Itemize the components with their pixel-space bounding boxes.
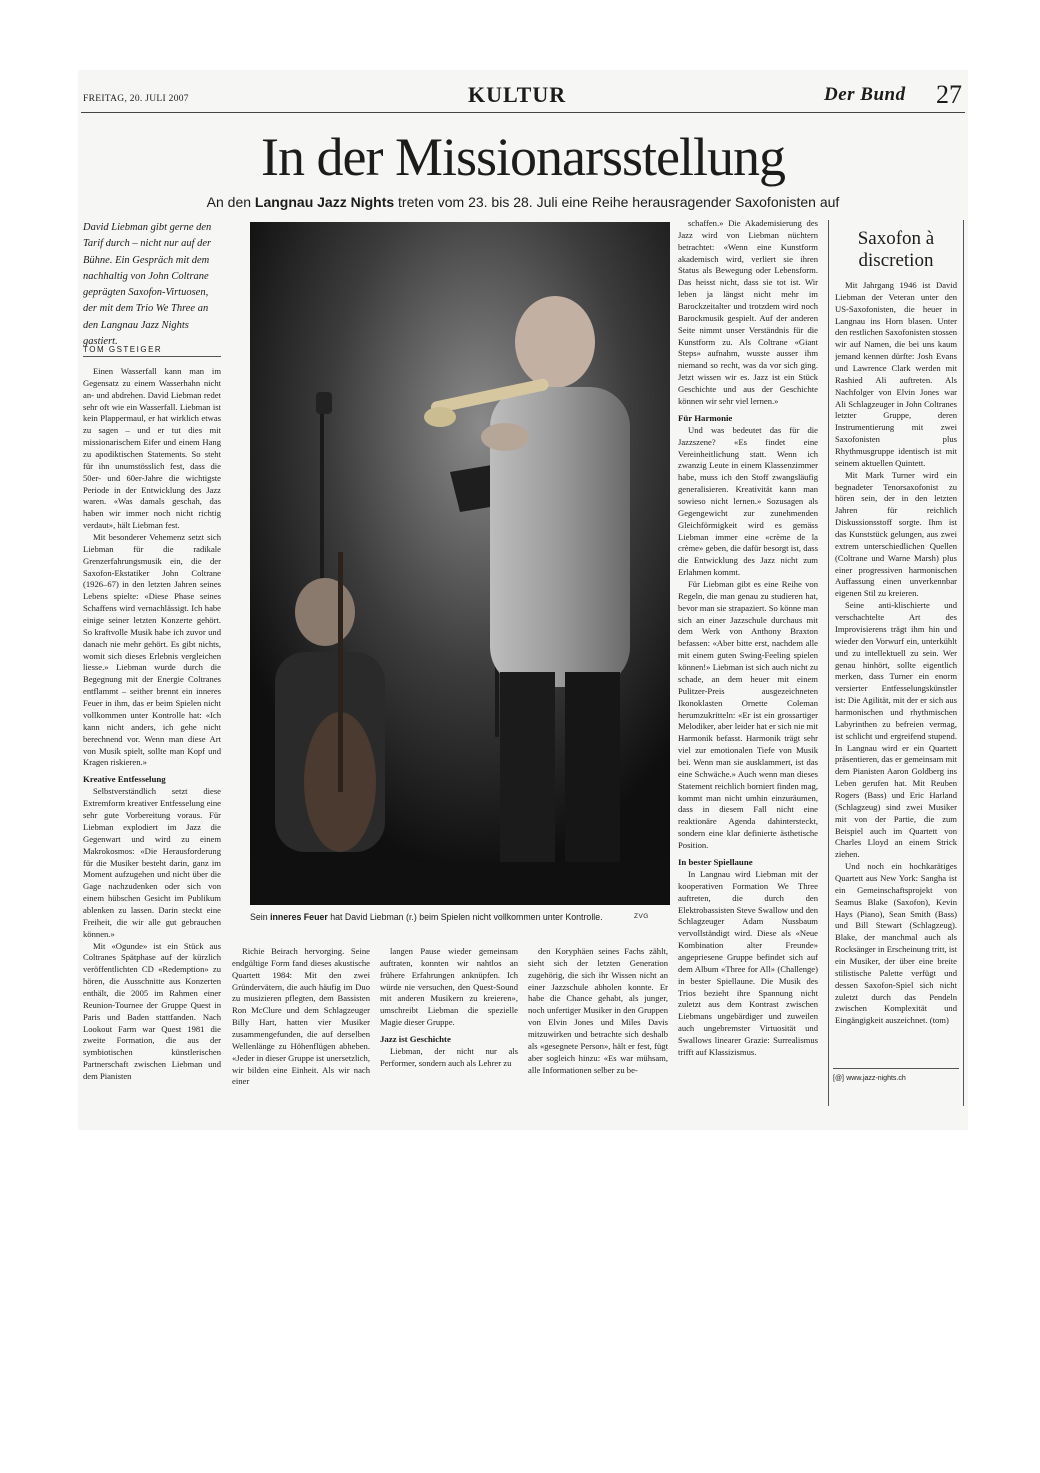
headline: In der Missionarsstellung bbox=[261, 127, 785, 187]
newspaper-page bbox=[78, 70, 968, 1130]
paragraph: Selbstverständlich setzt diese Extremform kreativer Entfesselung eine sehr gute Vorbereitung voraus. Für Liebman explodiert im Jazz die Gegenwart und wird zu einem Makrokosmos: «Die Herausforderung für die Musiker besteht darin, ganz im Moment aufzugehen und nicht über die Gage nachzudenken oder sich von einem hübschen Gesicht im Publikum ablenken zu lassen. Darin steckt eine Freiheit, die wir alle gut gebrauchen können.» bbox=[83, 786, 221, 939]
deck bbox=[78, 194, 968, 210]
subheading: Kreative Entfesselung bbox=[83, 774, 166, 785]
website-url[interactable]: www.jazz-nights.ch bbox=[846, 1075, 906, 1082]
paragraph: schaffen.» Die Akademisierung des Jazz wird von Liebman nüchtern betrachtet: «Wenn eine Kunstform akademisch wird, verliert sie ihren Status als Bewegung oder Lebensform. Das heisst nicht, dass sie tot ist. Wir leben ja längst nicht mehr im Barockzeitalter und trotzdem wird noch Barockmusik gespielt. Auf der anderen Seite nimmt unser Verständnis für die Kunstform zu. Als Coltrane «Giant Steps» aufnahm, wusste ausser ihm niemand so recht, was da vor sich ging. Jetzt wissen wir es. Jazz ist ein Stück Geschichte und aus der Geschichte können wir sehr viel lernen.» bbox=[678, 218, 818, 406]
caption-before: Sein bbox=[250, 912, 268, 922]
deck-highlight: Langnau Jazz Nights bbox=[254, 194, 395, 210]
article-column-3 bbox=[380, 946, 518, 1126]
paragraph: Richie Beirach hervorging. Seine endgültige Form fand dieses akustische Quartett 1984: Mit den zwei Gründervätern, die auch häufig im Duo zu musizieren pflegten, dem Bassisten Ron McClure und dem Schlagzeuger Billy Hart, hatten vier Musiker zusammengefunden, die auf derselben Wellenlänge zu Höhenflügen abheben. «Jeder in dieser Gruppe ist unersetzlich, wir bilden eine Einheit. Als wir nach einer bbox=[232, 946, 370, 1087]
paragraph: den Koryphäen seines Fachs zählt, sieht sich der letzten Generation zugehörig, die sich ihr Wissen nicht an einer Jazzschule abholen konnte. Er habe die Chance gehabt, als junger, noch unfertiger Musiker in den Gruppen von Elvin Jones und Miles Davis mitzuwirken und betrachte sich deshalb als «gesegnete Person», hält er fest, fügt aber sogleich hinzu: «Es war mühsam, alle Informationen selber zu be- bbox=[528, 946, 668, 1075]
paragraph: Für Liebman gibt es eine Reihe von Regeln, die man genau zu studieren hat, bevor man sie strapaziert. So könne man sich an einer Jazzschule durchaus mit dem Werk von Anthony Braxton befassen: «Aber bitte erst, nachdem alle mit einem guten Swing-Feeling spielen können!» Liebman ist sich auch nicht zu schade, an dem heuer mit einem Pulitzer-Preis ausgezeichneten Ikonoklasten Ornette Coleman herumzukritteln: «Er ist ein grossartiger Melodiker, aber leider hat er sich nie mit Harmonik befasst. Harmonik trägt sehr viel zur emotionalen Tiefe von Musik bei. Wenn man sie ausklammert, ist das eine Schwäche.» Auch wenn man dieses Statement reichlich borniert finden mag, kommt man nicht umhin einzuräumen, dass in diesem Fall nicht eine reaktionäre Agenda dahintersteckt, sondern eine klar definierte ästhetische Position. bbox=[678, 579, 818, 850]
article-column-1 bbox=[83, 366, 221, 1126]
paragraph: In Langnau wird Liebman mit der kooperativen Formation We Three auftreten, die durch den Elektrobassisten Steve Swallow und den Schlagzeuger Adam Nussbaum vervollständigt wird. Diese als «Neue Kombination alter Freunde» angepriesene Gruppe befindet sich auf dem Album «Three for All» (Challenge) in bester Spiellaune. Die Musik des Trios bezieht ihre Spannung nicht zuletzt aus dem Kontrast zwischen Liebmans ungebärdiger und zuweilen auch ungebremster Virtuosität und Swallows linearer Grazie: Surrealismus trifft auf Klassizismus. bbox=[678, 868, 818, 1057]
masthead bbox=[78, 80, 968, 112]
deck-after: treten vom 23. bis 28. Juli eine Reihe herausragender Saxofonisten auf bbox=[398, 194, 840, 210]
lead-text: David Liebman gibt gerne den Tarif durch – nicht nur auf der Bühne. Ein Gespräch mit dem nachhaltig von John Coltrane geprägten Saxofon-Virtuosen, der mit dem Trio We Three an den Langnau Jazz Nights gastiert. bbox=[83, 222, 212, 347]
paragraph: Einen Wasserfall kann man im Gegensatz zu einem Wasserhahn nicht an- und abdrehen. David Liebman redet sehr oft wie ein Wasserfall. Liebman ist kein Plappermaul, er hat wirklich etwas zu sagen – und er tut dies mit missionarischem Eifer und einem Hang zu apodiktischen Statements. So steht für ihn unumstösslich fest, dass die 50er- und 60er-Jahre die wichtigste Periode in der Entwicklung des Jazz waren. «Was damals geschah, das haben wir immer noch nicht richtig verdaut», hält Liebman fest. bbox=[83, 366, 221, 531]
paragraph: Mit Mark Turner wird ein begnadeter Tenorsaxofonist zu hören sein, der in den letzten Jahren für reichlich Diskussionsstoff sorgte. Ihm ist das Kunststück gelungen, aus zwei extrem unterschiedlichen Quellen (Coltrane und Warne Marsh) plus einer progressiven harmonischen Auffassung einen unverkennbar eigenen Stil zu kreieren. bbox=[835, 469, 957, 599]
paragraph: Mit «Ogunde» ist ein Stück aus Coltranes Spätphase auf der kürzlich veröffentlichten CD «Redemption» zu hören, die Ausschnitte aus Konzerten enthält, die 2005 im Rahmen einer Reunion-Tournee der Gruppe Quest in Paris und Baden stattfanden. Nach Lookout Farm war Quest 1981 die zweite Formation, die aus der symbiotischen künstlerischen Partnerschaft zwischen Liebman und dem Pianisten bbox=[83, 940, 221, 1081]
paragraph: Und noch ein hochkarätiges Quartett aus New York: Sangha ist ein Gemeinschaftsprojekt von Seamus Blake (Saxofon), Kevin Hays (Piano), Sean Smith (Bass) und Bill Stewart (Schlagzeug). Blake, der manchmal auch als Rocksänger in Erscheinung tritt, ist ein Musiker, der über eine breite stilistische Palette verfügt und dessen Saxofon-Spiel sich nicht zuletzt durch das Pendeln zwischen Komplexität und Eingängigkeit auszeichnet. (tom) bbox=[835, 861, 957, 1026]
photo-credit: ZVG bbox=[634, 913, 649, 920]
paragraph: Mit Jahrgang 1946 ist David Liebman der Veteran unter den US-Saxofonisten, die heuer in Langnau ins Horn blasen. Unter den restlichen Saxofonisten stossen wir auf Namen, die bei uns kaum jemand kennen dürfte: Josh Evans und Lawrence Clark werden mit Rashied Ali auftreten. Als Nachfolger von Elvin Jones war Ali Schlagzeuger in John Coltranes letzter Gruppe, deren Instrumentierung mit zwei Saxofonisten plus Rhythmusgruppe identisch ist mit seinem aktuellen Quintett. bbox=[835, 280, 957, 468]
issue-date: FREITAG, 20. JULI 2007 bbox=[83, 94, 189, 104]
subheading: Jazz ist Geschichte bbox=[380, 1034, 451, 1045]
photo-caption bbox=[250, 912, 670, 922]
page-number: 27 bbox=[936, 80, 962, 109]
subheading: In bester Spiellaune bbox=[678, 856, 753, 867]
sidebar-text bbox=[835, 280, 957, 1048]
concert-photo bbox=[250, 222, 670, 905]
caption-highlight: inneres Feuer bbox=[270, 912, 328, 922]
paragraph: Und was bedeutet das für die Jazzszene? «Es findet eine Vereinheitlichung statt. Wenn ich zwanzig Leute in einem Klassenzimmer habe, muss ich den Stoff zwangsläufig generalisieren. Kreativität kann man sowieso nicht lernen.» Sozusagen als Gegengewicht zur zunehmenden Gleichförmigkeit wird es gemäss Liebman immer eine «crème de la crème» geben, die dafür besorgt ist, dass die Entwicklung des Jazz nicht zum Erlahmen kommt. bbox=[678, 424, 818, 578]
subheading: Für Harmonie bbox=[678, 412, 733, 423]
article-column-4 bbox=[528, 946, 668, 1126]
paragraph: Mit besonderer Vehemenz setzt sich Liebman für die radikale Grenzerfahrungsmusik ein, die der Saxofon-Ekstatiker John Coltrane (1926–67) in den letzten Jahren seines Lebens spielte: «Diese Phase seines Schaffens wird vernachlässigt. Ich habe einige seiner letzten Konzerte gehört. So kraftvolle Musik habe ich zuvor und danach nie mehr gehört. Es gibt nichts, womit sich dieses Erlebnis vergleichen liesse.» Liebman wurde durch die Begegnung mit der Energie Coltranes entflammt – seither brennt ein inneres Feuer in ihm, das er beim Spielen nicht vollkommen unter Kontrolle hat: «Ich kann nicht anders, ich gehe nicht berechnend vor. Wenn man diese Art von Musik spielt, sollte man Kopf und Kragen riskieren.» bbox=[83, 532, 221, 768]
caption-after: hat David Liebman (r.) beim Spielen nicht vollkommen unter Kontrolle. bbox=[330, 912, 603, 922]
article-column-2 bbox=[232, 946, 370, 1126]
web-icon: [@] bbox=[833, 1075, 844, 1082]
paragraph: Seine anti-klischierte und verschachtelte Art des Improvisierens trägt ihm hin und wieder den Vorwurf ein, unterkühlt und zu intellektuell zu sein. Wer genau hinhört, sollte eigentlich merken, dass Turner ein enorm versierter Entfesselungskünstler ist: Die Agilität, mit der er sich aus harmonischen und rhythmischen Labyrinthen zu befreien vermag, ist schlicht und ergreifend stupend. In Langnau wird er ein Quartett präsentieren, das er gemeinsam mit dem Pianisten Aaron Goldberg ins Leben gerufen hat. Mit Reuben Rogers (Bass) und Eric Harland (Schlagzeug) sind zwei Musiker mit von der Partie, die zum Beispiel auch im Quartett von Charles Lloyd an einem Strick ziehen. bbox=[835, 600, 957, 860]
author-byline: TOM GSTEIGER bbox=[83, 345, 221, 357]
newspaper-logo: Der Bund bbox=[824, 84, 906, 105]
sidebar-link[interactable] bbox=[833, 1068, 959, 1082]
sidebar-title: Saxofon à discretion bbox=[857, 228, 935, 271]
masthead-rule bbox=[81, 112, 965, 113]
deck-before: An den bbox=[206, 194, 252, 210]
section-title: KULTUR bbox=[468, 82, 567, 107]
concert-photo-image bbox=[250, 222, 670, 905]
sidebar-box bbox=[828, 220, 964, 1106]
paragraph: Liebman, der nicht nur als Performer, sondern auch als Lehrer zu bbox=[380, 1046, 518, 1068]
article-column-5 bbox=[678, 218, 818, 1126]
paragraph: langen Pause wieder gemeinsam auftraten, konnten wir nahtlos an frühere Erfahrungen anknüpfen. Ich würde nie versuchen, den Quest-Sound mit anderen Musikern zu kreieren», umschreibt Liebman die spezielle Magie dieser Gruppe. bbox=[380, 946, 518, 1028]
